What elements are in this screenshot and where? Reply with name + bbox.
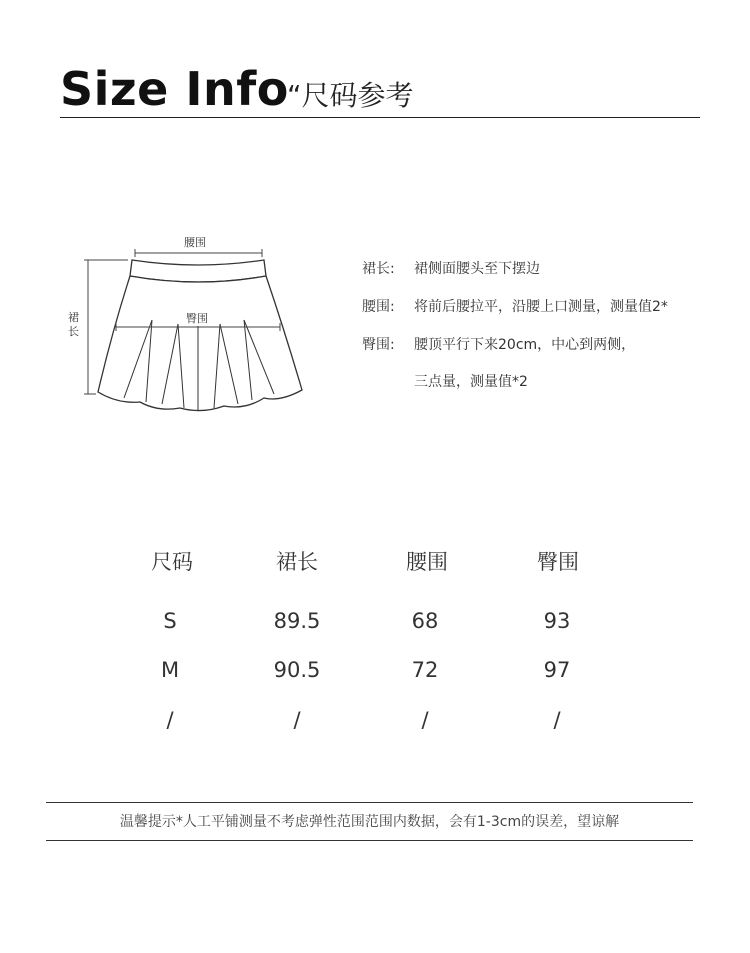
- page-title: Size Info: [60, 62, 289, 116]
- table-cell: 90.5: [273, 658, 321, 682]
- desc-hip-continued: [362, 375, 528, 389]
- table-cell: /: [166, 708, 174, 732]
- table-cell: M: [160, 658, 180, 682]
- footer-top-divider: [46, 802, 693, 803]
- table-cell: 72: [411, 658, 439, 682]
- desc-key: 裙长:: [362, 261, 395, 277]
- desc-key: 腰围:: [362, 299, 395, 315]
- skirt-diagram: [68, 232, 310, 432]
- hip-label: 臀围: [186, 312, 208, 325]
- table-cell: 68: [411, 609, 439, 633]
- title-divider: [60, 117, 700, 118]
- desc-length: [362, 262, 540, 276]
- desc-waist: [362, 300, 668, 314]
- desc-text: 裙侧面腰头至下摆边: [414, 261, 540, 277]
- desc-key: 臀围:: [362, 337, 395, 353]
- desc-text: 三点量，测量值*2: [414, 374, 528, 390]
- desc-text: 腰顶平行下来20cm，中心到两侧，: [414, 337, 636, 353]
- table-header-length: 裙长: [276, 550, 318, 574]
- table-cell: S: [163, 609, 177, 633]
- table-cell: /: [553, 708, 561, 732]
- skirt-illustration: [80, 232, 310, 432]
- table-cell: /: [421, 708, 429, 732]
- footer-note: 温馨提示*人工平铺测量不考虑弹性范围范围内数据，会有1-3cm的误差，望谅解: [119, 814, 620, 830]
- table-cell: 97: [543, 658, 571, 682]
- table-cell: /: [293, 708, 301, 732]
- page-subtitle: “尺码参考: [287, 79, 414, 112]
- desc-text: 将前后腰拉平，沿腰上口测量，测量值2*: [414, 299, 668, 315]
- length-label-bottom: 长: [68, 325, 79, 338]
- table-header-waist: 腰围: [406, 550, 448, 574]
- table-cell: 93: [543, 609, 571, 633]
- waist-label: 腰围: [184, 236, 206, 249]
- table-header-size: 尺码: [151, 550, 193, 574]
- footer-bottom-divider: [46, 840, 693, 841]
- desc-hip: [362, 338, 635, 352]
- table-header-hip: 臀围: [537, 550, 579, 574]
- table-cell: 89.5: [273, 609, 321, 633]
- length-label-top: 裙: [68, 311, 79, 324]
